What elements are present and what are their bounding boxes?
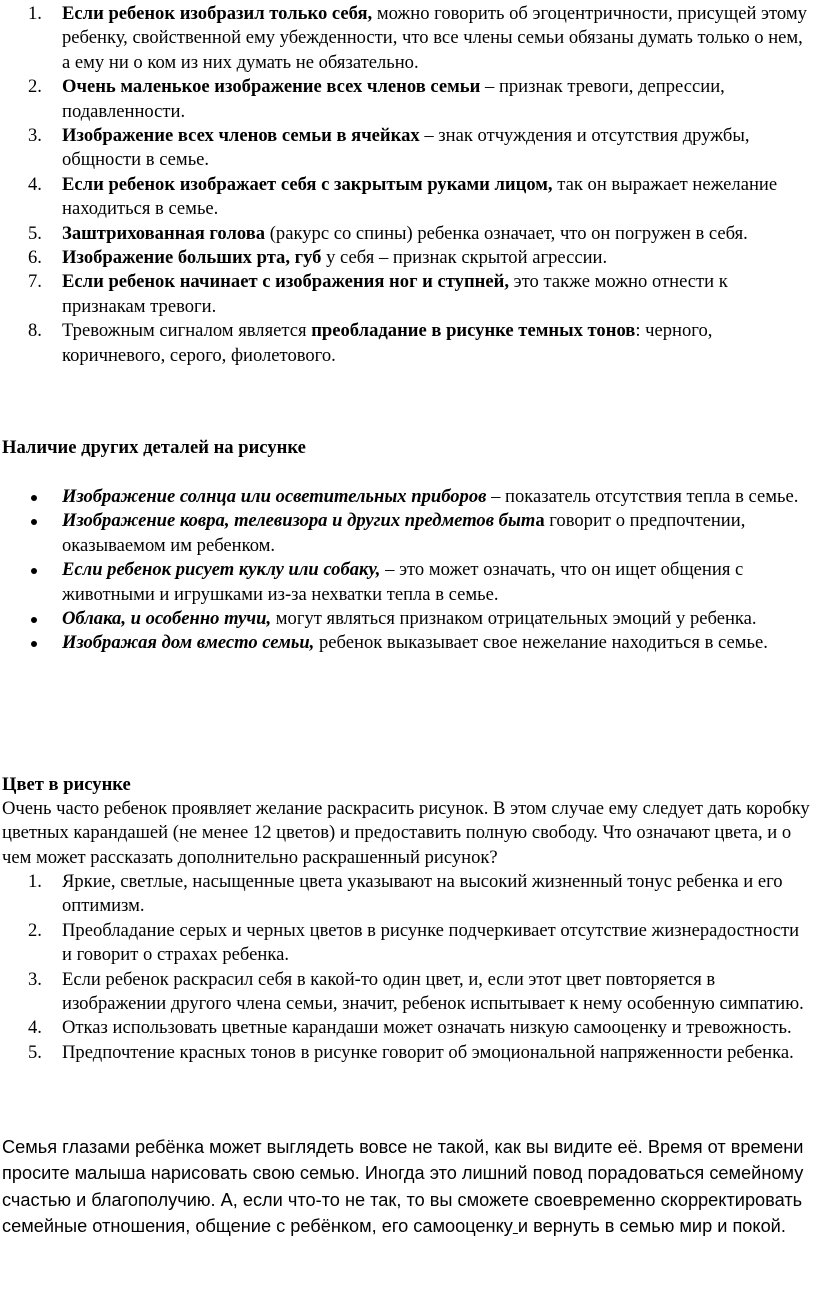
bullet-item-text: говорит о предпочтении, оказываемом им ребенком. (62, 510, 746, 556)
bullet-item-emphasis: Облака, и особенно тучи, (62, 608, 272, 630)
bullet-item-emphasis: Если ребенок рисует куклу или собаку, (62, 559, 381, 581)
list-item-bold: Изображение всех членов семьи в ячейках (62, 125, 420, 147)
list-item (0, 270, 816, 319)
list-item-bold: Если ребенок изображает себя с закрытым руками лицом, (62, 173, 553, 195)
closing-text-end: и вернуть в семью мир и покой. (517, 1216, 786, 1237)
bullet-dot (31, 568, 37, 574)
section-title-details: Наличие других деталей на рисунке (2, 437, 306, 458)
list-item (0, 1016, 816, 1040)
list-item-bold: Если ребенок изобразил только себя, (62, 3, 373, 24)
list-number: 4. (28, 1017, 42, 1039)
bullet-item-emphasis: Изображение ковра, телевизора и других предметов быт (62, 510, 536, 532)
bullet-item (0, 509, 816, 558)
bullet-dot (31, 495, 37, 501)
list-item-text: Тревожным сигналом является (62, 320, 312, 342)
closing-paragraph (0, 1134, 816, 1240)
list-item-text: можно говорить об эгоцентричности, присущей этому ребенку, свойственной ему убежденности, что все члены семьи обязаны думать только о нем, а ему ни о ком из них думать не обязательно. (62, 3, 807, 73)
details-bullet-list (0, 485, 816, 656)
list-item (0, 870, 816, 919)
list-item-bold: Очень маленькое изображение всех членов семьи (62, 76, 481, 98)
list-item-text: у себя – признак скрытой агрессии. (321, 247, 608, 269)
list-item-bold: Заштрихованная голова (62, 222, 266, 244)
list-item-text: (ракурс со спины) ребенка означает, что он погружен в себя. (265, 222, 748, 244)
bullet-item (0, 558, 816, 607)
bullet-item-text: – показатель отсутствия тепла в семье. (486, 486, 799, 507)
list-item-text: Если ребенок раскрасил себя в какой-то один цвет, и, если этот цвет повторяется в изображении другого члена семьи, значит, ребенок испытывает к нему особенную симпатию. (62, 968, 804, 1015)
list-number: 7. (28, 271, 42, 293)
list-number: 8. (28, 320, 42, 342)
list-item-text: – признак тревоги, депрессии, подавленности. (62, 76, 725, 122)
bullet-item (0, 485, 816, 509)
color-intro-paragraph: Очень часто ребенок проявляет желание раскрасить рисунок. В этом случае ему следует дать коробку цветных карандашей (не менее 12 цветов) и предоставить полную свободу. Что означают цвета, и о чем может рассказать дополнительно раскрашенный рисунок? (2, 798, 810, 868)
list-item (0, 222, 816, 246)
list-item (0, 2, 816, 75)
bullet-item-emphasis: Изображая дом вместо семьи, (62, 632, 315, 654)
list-item-bold: Изображение больших рта, губ (62, 247, 322, 269)
list-item (0, 246, 816, 270)
bullet-item-text: ребенок выказывает свое нежелание находиться в семье. (314, 632, 768, 654)
list-number: 3. (28, 968, 42, 990)
bullet-item-emphasis-tail: а (535, 510, 545, 532)
list-item (0, 75, 816, 124)
list-number: 3. (28, 125, 42, 147)
bullet-dot (31, 617, 37, 623)
list-number: 1. (28, 3, 42, 24)
bullet-item-emphasis: Изображение солнца или осветительных приборов (62, 486, 487, 507)
list-number: 6. (28, 247, 42, 269)
closing-text: Семья глазами ребёнка может выглядеть вовсе не такой, как вы видите её. Время от времени просите малыша нарисовать свою семью. Иногда это лишний повод порадоваться семейному счастью и благополучию. А, если что-то не так, то вы сможете своевременно скорректировать семейные отношения, общение с ребёнком, его самооценку (2, 1137, 804, 1237)
list-number: 5. (28, 222, 42, 244)
section-title-color: Цвет в рисунке (2, 774, 131, 795)
list-item (0, 319, 816, 368)
list-item-text: : черного, коричневого, серого, фиолетового. (62, 320, 713, 366)
list-number: 2. (28, 76, 42, 98)
list-item-bold: Если ребенок начинает с изображения ног и ступней, (62, 271, 510, 293)
list-item-text: – знак отчуждения и отсутствия дружбы, общности в семье. (62, 125, 750, 171)
list-item-text: Яркие, светлые, насыщенные цвета указывают на высокий жизненный тонус ребенка и его оптимизм. (62, 871, 783, 917)
list-item (0, 1041, 816, 1065)
bullet-item (0, 607, 816, 631)
list-item (0, 124, 816, 173)
bullet-dot (31, 519, 37, 525)
list-item-text: Преобладание серых и черных цветов в рисунке подчеркивает отсутствие жизнерадостности и говорит о страхах ребенка. (62, 919, 800, 966)
list-item (0, 968, 816, 1017)
bullet-dot (31, 641, 37, 647)
list-item (0, 173, 816, 222)
list-item-bold: преобладание в рисунке темных тонов (311, 320, 636, 342)
list-number: 1. (28, 871, 42, 892)
color-meaning-list (0, 870, 816, 1065)
list-item-text: это также можно отнести к признакам тревоги. (62, 271, 728, 317)
list-number: 4. (28, 173, 42, 195)
list-number: 2. (28, 919, 42, 941)
bullet-item-text: могут являться признаком отрицательных эмоций у ребенка. (271, 608, 757, 630)
list-item-text: Предпочтение красных тонов в рисунке говорит об эмоциональной напряженности ребенка. (62, 1041, 794, 1063)
bullet-item (0, 631, 816, 655)
list-item-text: Отказ использовать цветные карандаши может означать низкую самооценку и тревожность. (62, 1017, 792, 1039)
list-item-text: так он выражает нежелание находиться в семье. (62, 173, 778, 220)
list-number: 5. (28, 1041, 42, 1063)
bullet-item-text: – это может означать, что он ищет общения с животными и игрушками из-за нехватки тепла в семье. (62, 559, 744, 605)
list-item (0, 919, 816, 968)
drawing-signs-list (0, 2, 816, 368)
